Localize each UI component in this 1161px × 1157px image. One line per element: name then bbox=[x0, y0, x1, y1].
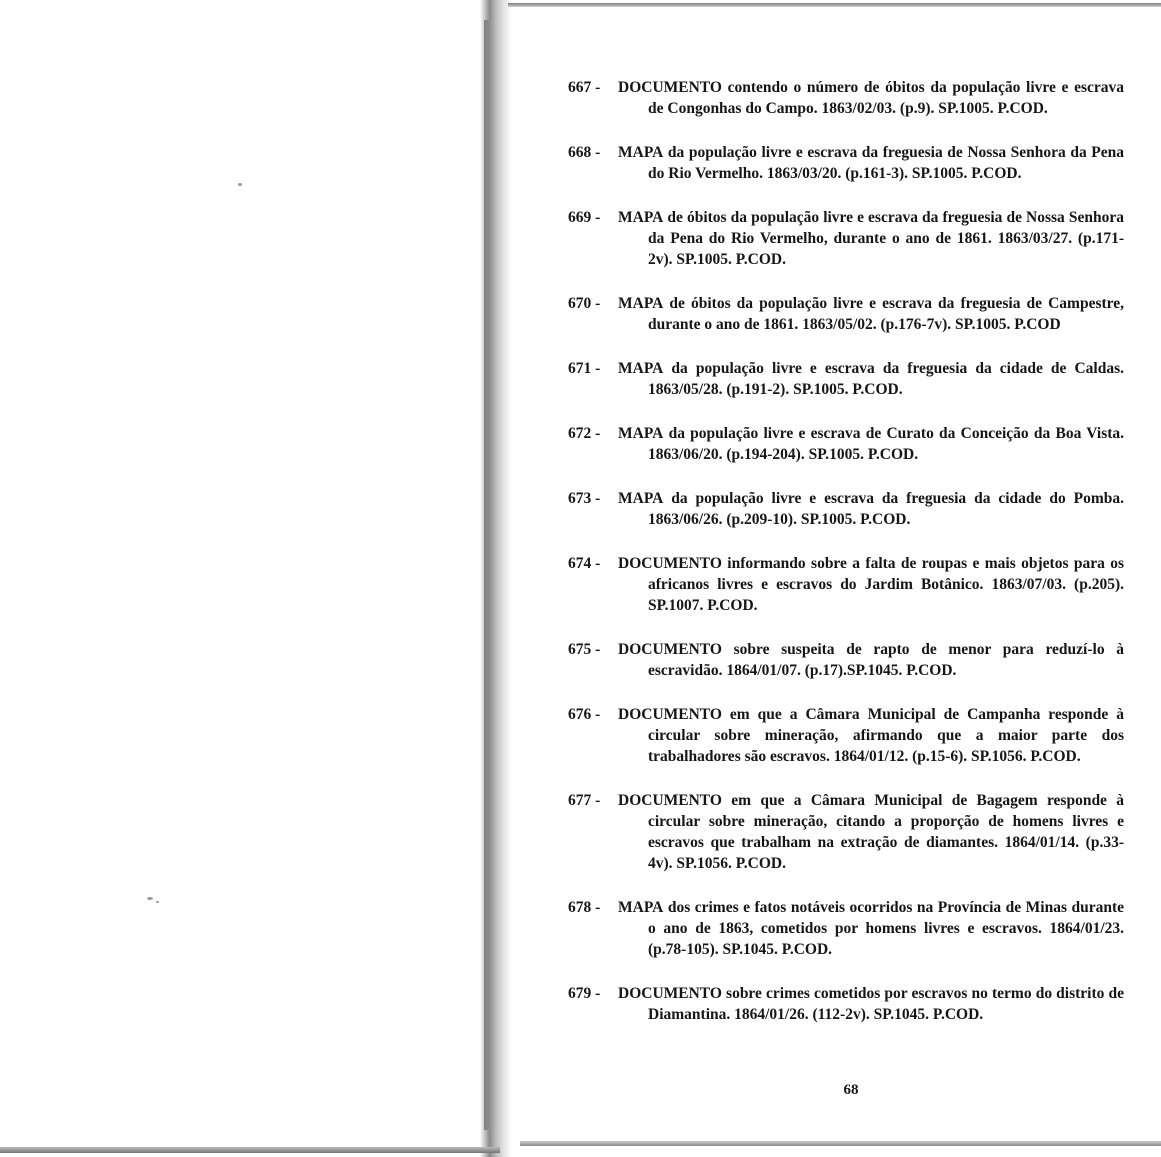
entry-type: MAPA bbox=[618, 144, 664, 161]
entry-number: 675 - bbox=[568, 641, 601, 658]
entry-type: DOCUMENTO bbox=[618, 985, 722, 1002]
entry-type: MAPA bbox=[618, 425, 664, 442]
entry-type: MAPA bbox=[618, 899, 664, 916]
catalog-entry bbox=[568, 704, 1124, 767]
entry-description: em que a Câmara Municipal de Bagagem responde à circular sobre mineração, citando a proporção de homens livres e escravos que trabalham na extração de diamantes. 1864/01/14. (p.33-4v). SP.1056. P.COD. bbox=[648, 792, 1124, 872]
catalog-entry bbox=[568, 77, 1124, 119]
entry-description: da população livre e escrava da freguesia da cidade do Pomba. 1863/06/26. (p.209-10). SP.1005. P.COD. bbox=[648, 490, 1124, 528]
entry-description: da população livre e escrava de Curato da Conceição da Boa Vista. 1863/06/20. (p.194-204). SP.1005. P.COD. bbox=[648, 425, 1125, 463]
entry-number: 673 - bbox=[568, 490, 601, 507]
paper-speck bbox=[147, 897, 153, 900]
catalog-entry bbox=[568, 553, 1124, 616]
paper-speck bbox=[156, 901, 159, 903]
spine-shadow bbox=[484, 20, 492, 1130]
entry-description: de óbitos da população livre e escrava da freguesia de Campestre, durante o ano de 1861. 1863/05/02. (p.176-7v). SP.1005. P.COD bbox=[648, 295, 1125, 333]
entry-type: DOCUMENTO bbox=[618, 641, 722, 658]
entry-description: da população livre e escrava da freguesia de Nossa Senhora da Pena do Rio Vermelho. 1863/03/20. (p.161-3). SP.1005. P.COD. bbox=[648, 144, 1124, 182]
entry-description: dos crimes e fatos notáveis ocorridos na Província de Minas durante o ano de 1863, cometidos por homens livres e escravos. 1864/01/23. (p.78-105). SP.1045. P.COD. bbox=[648, 899, 1125, 958]
entry-number: 668 - bbox=[568, 144, 601, 161]
catalog-entry bbox=[568, 897, 1124, 960]
entry-type: MAPA bbox=[618, 490, 664, 507]
entry-description: em que a Câmara Municipal de Campanha responde à circular sobre mineração, afirmando que a maior parte dos trabalhadores são escravos. 1864/01/12. (p.15-6). SP.1056. P.COD. bbox=[648, 706, 1125, 765]
catalog-entry bbox=[568, 142, 1124, 184]
catalog-entry bbox=[568, 293, 1124, 335]
catalog-entry bbox=[568, 207, 1124, 270]
entry-type: DOCUMENTO bbox=[618, 706, 722, 723]
entry-number: 676 - bbox=[568, 706, 601, 723]
entry-description: informando sobre a falta de roupas e mais objetos para os africanos livres e escravos do Jardim Botânico. 1863/07/03. (p.205). SP.1007. P.COD. bbox=[648, 555, 1124, 614]
entry-number: 677 - bbox=[568, 792, 601, 809]
page-bottom-edge bbox=[520, 1141, 1161, 1146]
left-blank-page bbox=[0, 0, 482, 1157]
entry-number: 670 - bbox=[568, 295, 601, 312]
left-page-bottom-edge bbox=[0, 1147, 500, 1153]
catalog-entry bbox=[568, 423, 1124, 465]
right-text-page bbox=[512, 0, 1161, 1140]
entry-description: de óbitos da população livre e escrava da freguesia de Nossa Senhora da Pena do Rio Vermelho, durante o ano de 1861. 1863/03/27. (p.171-2v). SP.1005. P.COD. bbox=[648, 209, 1124, 268]
catalog-entry bbox=[568, 358, 1124, 400]
catalog-entry bbox=[568, 983, 1124, 1025]
paper-speck bbox=[238, 183, 242, 186]
catalog-entry bbox=[568, 639, 1124, 681]
entry-description: da população livre e escrava da freguesia da cidade de Caldas. 1863/05/28. (p.191-2). SP.1005. P.COD. bbox=[648, 360, 1124, 398]
entry-number: 674 - bbox=[568, 555, 601, 572]
catalog-entries bbox=[568, 77, 1124, 1048]
entry-number: 678 - bbox=[568, 899, 601, 916]
entry-description: contendo o número de óbitos da população livre e escrava de Congonhas do Campo. 1863/02/03. (p.9). SP.1005. P.COD. bbox=[648, 79, 1124, 117]
entry-description: sobre suspeita de rapto de menor para reduzí-lo à escravidão. 1864/01/07. (p.17).SP.1045. P.COD. bbox=[648, 641, 1124, 679]
entry-number: 672 - bbox=[568, 425, 601, 442]
page-number: 68 bbox=[843, 1082, 859, 1098]
entry-number: 671 - bbox=[568, 360, 601, 377]
entry-type: DOCUMENTO bbox=[618, 555, 722, 572]
entry-number: 667 - bbox=[568, 79, 601, 96]
entry-number: 669 - bbox=[568, 209, 601, 226]
entry-number: 679 - bbox=[568, 985, 601, 1002]
entry-type: MAPA bbox=[618, 209, 664, 226]
catalog-entry bbox=[568, 488, 1124, 530]
entry-type: DOCUMENTO bbox=[618, 79, 722, 96]
entry-type: MAPA bbox=[618, 295, 664, 312]
entry-description: sobre crimes cometidos por escravos no termo do distrito de Diamantina. 1864/01/26. (112-2v). SP.1045. P.COD. bbox=[648, 985, 1124, 1023]
entry-type: MAPA bbox=[618, 360, 664, 377]
catalog-entry bbox=[568, 790, 1124, 874]
entry-type: DOCUMENTO bbox=[618, 792, 722, 809]
